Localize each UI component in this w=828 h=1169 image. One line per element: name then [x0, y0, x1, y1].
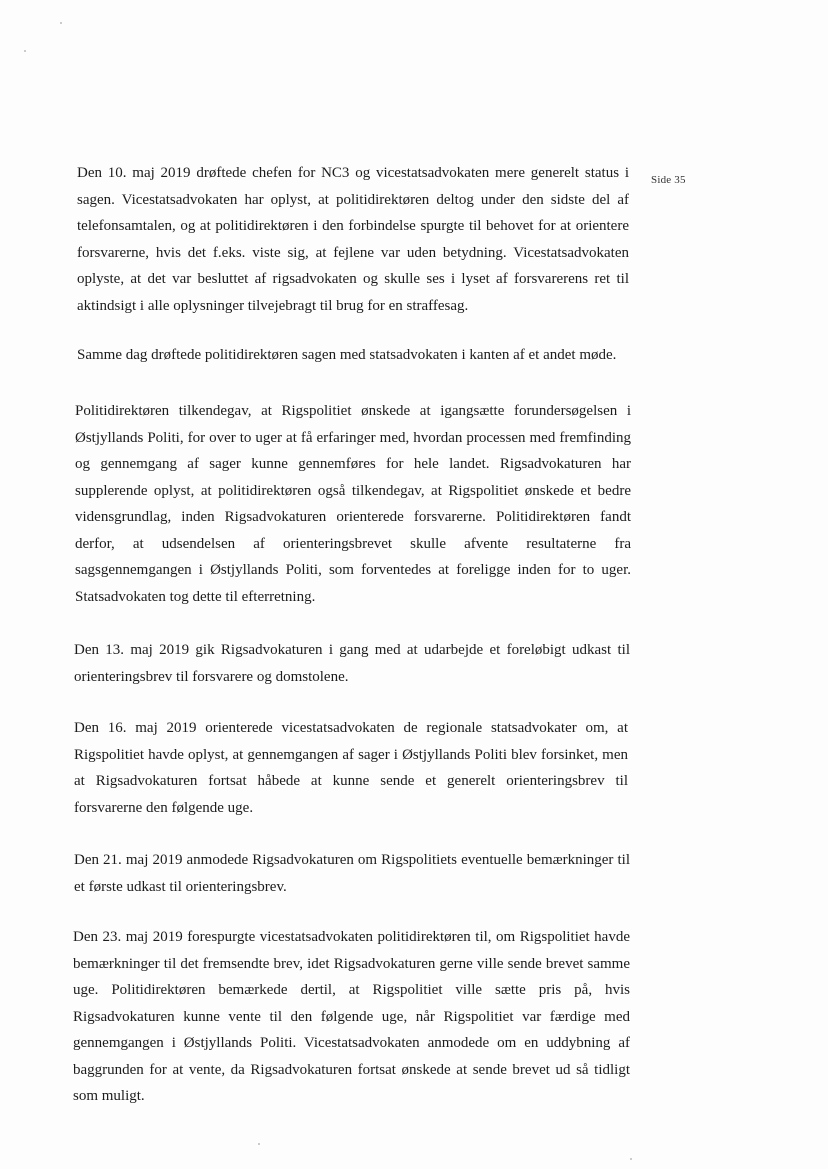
paragraph-4: Den 13. maj 2019 gik Rigsadvokaturen i gang med at udarbejde et foreløbigt udkast til orienteringsbrev til forsvarere og domstolene. [74, 642, 630, 685]
paragraph-3: Politidirektøren tilkendegav, at Rigspolitiet ønskede at igangsætte forundersøgelsen i Østjyllands Politi, for over to uger at få erfaringer med, hvordan processen med fremfinding og gennemgang af sager kunne gennemføres for hele landet. Rigsadvokaturen har supplerende oplyst, at politidirektøren også tilkendegav, at Rigspolitiet ønskede et bedre vidensgrundlag, inden Rigsadvokaturen orienterede forsvarerne. Politidirektøren fandt derfor, at udsendelsen af orienteringsbrevet skulle afvente resultaterne fra sagsgennemgangen i Østjyllands Politi, som forventedes at foreligge inden for to uger. Statsadvokaten tog dette til efterretning. [75, 403, 631, 605]
page-number-label: Side 35 [651, 174, 686, 186]
paragraph-7: Den 23. maj 2019 forespurgte vicestatsadvokaten politidirektøren til, om Rigspolitiet havde bemærkninger til det fremsendte brev, idet Rigsadvokaturen gerne ville sende brevet samme uge. Politidirektøren bemærkede dertil, at Rigspolitiet ville sætte pris på, hvis Rigsadvokaturen kunne vente til den følgende uge, når Rigspolitiet var færdige med gennemgangen i Østjyllands Politi. Vicestatsadvokaten anmodede om en uddybning af baggrunden for at vente, da Rigsadvokaturen fortsat ønskede at sende brevet ud så tidligt som muligt. [73, 929, 630, 1104]
scan-speck [258, 1143, 260, 1145]
scan-speck [630, 1158, 632, 1160]
paragraph-5: Den 16. maj 2019 orienterede vicestatsadvokaten de regionale statsadvokater om, at Rigspolitiet havde oplyst, at gennemgangen af sager i Østjyllands Politi blev forsinket, men at Rigsadvokaturen fortsat håbede at kunne sende et generelt orienteringsbrev til forsvarerne den følgende uge. [74, 720, 628, 816]
paragraph-2: Samme dag drøftede politidirektøren sagen med statsadvokaten i kanten af et andet møde. [77, 347, 617, 363]
scan-speck [24, 50, 26, 52]
paragraph-1: Den 10. maj 2019 drøftede chefen for NC3 og vicestatsadvokaten mere generelt status i sagen. Vicestatsadvokaten har oplyst, at politidirektøren deltog under den sidste del af telefonsamtalen, og at politidirektøren i den forbindelse spurgte til behovet for at orientere forsvarerne, hvis det f.eks. viste sig, at fejlene var uden betydning. Vicestatsadvokaten oplyste, at det var besluttet af rigsadvokaten og skulle ses i lyset af forsvarerens ret til aktindsigt i alle oplysninger tilvejebragt til brug for en straffesag. [77, 165, 629, 314]
scan-speck [60, 22, 62, 24]
paragraph-6: Den 21. maj 2019 anmodede Rigsadvokaturen om Rigspolitiets eventuelle bemærkninger til et første udkast til orienteringsbrev. [74, 852, 630, 895]
